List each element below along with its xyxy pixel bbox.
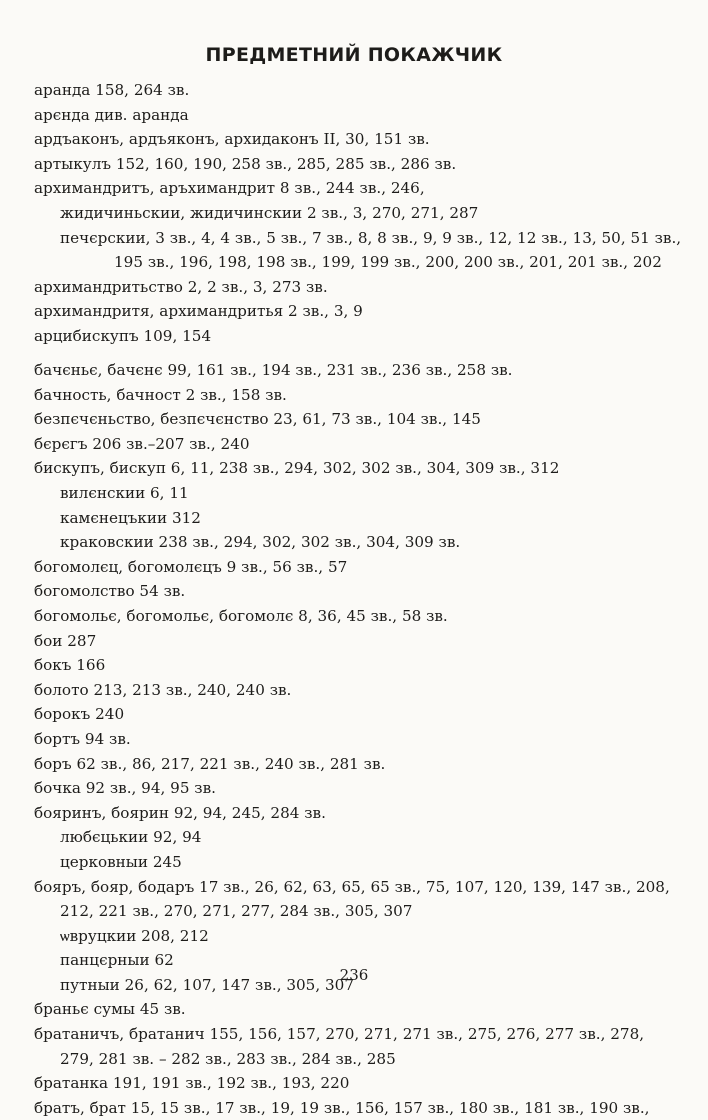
entry-continuation: 195 зв., 196, 198, 198 зв., 199, 199 зв., 200, 200 зв., 201, 201 зв., 202 <box>114 253 662 272</box>
entry-text: бачєньє, бачєнє 99, 161 зв., 194 зв., 231 зв., 236 зв., 258 зв. <box>34 361 513 380</box>
page-title: ПРЕДМЕТНИЙ ПОКАЖЧИК <box>205 44 503 66</box>
entry-text: архимандритьство 2, 2 зв., 3, 273 зв. <box>34 277 328 296</box>
index-entry <box>34 555 674 580</box>
entry-text: болото 213, 213 зв., 240, 240 зв. <box>34 680 292 699</box>
entry-text: бояринъ, боярин 92, 94, 245, 284 зв. <box>34 803 326 822</box>
index-entry <box>34 432 674 457</box>
entry-text: бочка 92 зв., 94, 95 зв. <box>34 779 216 798</box>
entry-text: безпєчєньство, безпєчєнство 23, 61, 73 зв., 104 зв., 145 <box>34 410 481 429</box>
entry-continuation: 279, 281 зв. – 282 зв., 283 зв., 284 зв., 285 <box>60 1049 396 1068</box>
index-entry <box>34 727 674 752</box>
index-entry <box>34 176 674 201</box>
index-subentry <box>34 201 674 226</box>
entry-text: церковныи 245 <box>60 852 182 871</box>
index-entry-list <box>34 78 682 1120</box>
entry-text: борокъ 240 <box>34 705 125 724</box>
index-subentry <box>34 226 682 275</box>
index-entry <box>34 127 674 152</box>
entry-text: бачность, бачност 2 зв., 158 зв. <box>34 385 287 404</box>
index-entry <box>34 875 674 924</box>
entry-text: арцибискупъ 109, 154 <box>34 326 212 345</box>
index-subentry <box>34 924 674 949</box>
entry-text: братаничъ, братанич 155, 156, 157, 270, 271, 271 зв., 275, 276, 277 зв., 278, <box>34 1025 645 1044</box>
index-entry <box>34 579 674 604</box>
entry-text: камєнецъкии 312 <box>60 508 201 527</box>
index-entry <box>34 604 674 629</box>
entry-text: бортъ 94 зв. <box>34 729 131 748</box>
entry-text: жидичиньскии, жидичинскии 2 зв., 3, 270, 271, 287 <box>60 203 479 222</box>
index-entry <box>34 801 674 826</box>
entry-text: богомольє, богомольє, богомолє 8, 36, 45 зв., 58 зв. <box>34 606 448 625</box>
entry-text: вилєнскии 6, 11 <box>60 484 189 502</box>
entry-text: арєнда див. аранда <box>34 105 189 124</box>
page-number: 236 <box>339 966 369 984</box>
index-entry <box>34 1071 674 1096</box>
index-entry <box>34 152 674 177</box>
index-subentry <box>34 825 674 850</box>
index-subentry <box>34 530 674 555</box>
entry-text: печєрскии, 3 зв., 4, 4 зв., 5 зв., 7 зв., 8, 8 зв., 9, 9 зв., 12, 12 зв., 13, 50, 51 зв., <box>60 228 682 247</box>
entry-text: бои 287 <box>34 631 97 650</box>
entry-text: бояръ, бояр, бодаръ 17 зв., 26, 62, 63, 65, 65 зв., 75, 107, 120, 139, 147 зв., 208, <box>34 877 670 896</box>
entry-text: архимандритъ, аръхимандрит 8 зв., 244 зв., 246, <box>34 179 425 198</box>
entry-text: путныи 26, 62, 107, 147 зв., 305, 307 <box>60 975 354 994</box>
index-entry <box>34 653 674 678</box>
entry-text: аранда 158, 264 зв. <box>34 81 190 99</box>
index-entry <box>34 324 674 349</box>
entry-text: ѡвруцкии 208, 212 <box>60 926 209 945</box>
entry-text: боръ 62 зв., 86, 217, 221 зв., 240 зв., 281 зв. <box>34 754 386 773</box>
index-subentry <box>34 506 674 531</box>
index-entry <box>34 997 674 1022</box>
index-subentry <box>34 850 674 875</box>
index-entry <box>34 456 674 481</box>
entry-text: бискупъ, бискуп 6, 11, 238 зв., 294, 302, 302 зв., 304, 309 зв., 312 <box>34 459 560 478</box>
entry-text: любєцькии 92, 94 <box>60 828 202 847</box>
entry-text: ардъаконъ, ардъяконъ, архидаконъ II, 30, 151 зв. <box>34 130 430 149</box>
index-entry <box>34 702 674 727</box>
entry-continuation: 212, 221 зв., 270, 271, 277, 284 зв., 305, 307 <box>60 902 413 921</box>
index-entry <box>34 629 674 654</box>
index-entry <box>34 1096 674 1120</box>
entry-text: братъ, брат 15, 15 зв., 17 зв., 19, 19 зв., 156, 157 зв., 180 зв., 181 зв., 190 зв., <box>34 1098 650 1117</box>
entry-text: богомолство 54 зв. <box>34 582 186 601</box>
entry-text: богомолєц, богомолєцъ 9 зв., 56 зв., 57 <box>34 557 348 576</box>
index-entry <box>34 299 674 324</box>
entry-text: панцєрныи 62 <box>60 951 174 970</box>
entry-text: браньє сумы 45 зв. <box>34 1000 186 1019</box>
index-entry <box>34 678 674 703</box>
index-entry <box>34 358 674 383</box>
entry-text: братанка 191, 191 зв., 192 зв., 193, 220 <box>34 1074 350 1093</box>
index-entry <box>34 103 674 128</box>
index-entry <box>34 1022 674 1071</box>
entry-text: архимандритя, архимандритья 2 зв., 3, 9 <box>34 302 363 321</box>
index-entry <box>34 776 674 801</box>
entry-text: краковскии 238 зв., 294, 302, 302 зв., 304, 309 зв. <box>60 533 461 552</box>
index-subentry <box>34 481 674 506</box>
index-entry <box>34 407 674 432</box>
entry-text: бєрєгъ 206 зв.–207 зв., 240 <box>34 434 250 453</box>
entry-text: артыкулъ 152, 160, 190, 258 зв., 285, 285 зв., 286 зв. <box>34 154 457 173</box>
entry-text: бокъ 166 <box>34 656 106 675</box>
index-entry <box>34 752 674 777</box>
index-entry <box>34 275 674 300</box>
index-entry <box>34 383 674 408</box>
index-entry <box>34 78 674 103</box>
